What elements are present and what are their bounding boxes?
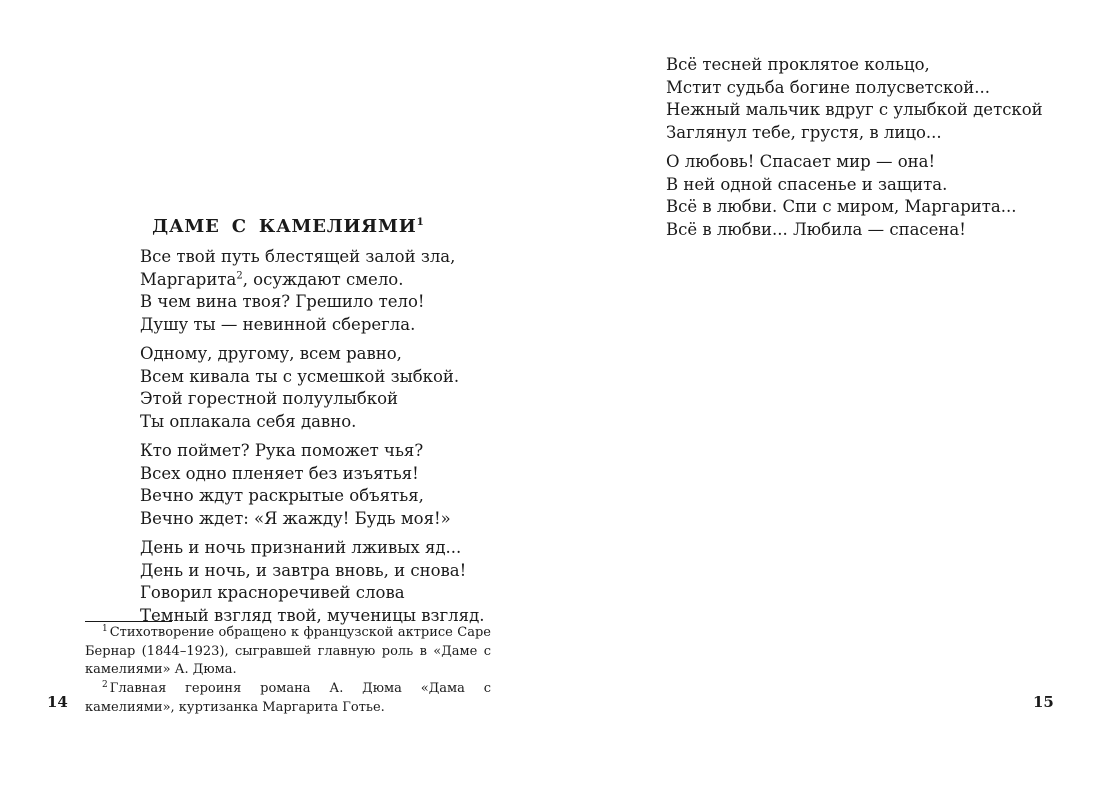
footnote-ref: 2 xyxy=(102,679,108,690)
poem-line: Душу ты — невинной сберегла. xyxy=(140,314,416,334)
stanza xyxy=(140,246,484,336)
poem-line xyxy=(140,269,484,292)
poem-title-text: ДАМЕ С КАМЕЛИЯМИ xyxy=(152,216,417,238)
poem-line: Этой горестной полуулыбкой xyxy=(140,389,398,408)
footnote-text: Стихотворение обращено к французской актрисе Саре Бернар (1844–1923), сыгравшей главную роль в «Даме с камелиями» А. Дюма. xyxy=(85,625,491,678)
poem-line: Всё в любви... Любила — спасена! xyxy=(666,219,966,239)
footnotes-block xyxy=(85,624,491,718)
poem-line: В ней одной спасенье и защита. xyxy=(666,174,948,194)
poem-line: День и ночь, и завтра вновь, и снова! xyxy=(140,560,467,580)
stanza xyxy=(666,54,1043,144)
poem-line: Ты оплакала себя давно. xyxy=(140,411,357,431)
poem-line: Говорил красноречивей слова xyxy=(140,583,405,602)
footnote-text: Главная героиня романа А. Дюма «Дама с камелиями», куртизанка Маргарита Готье. xyxy=(85,681,491,715)
poem-line: Нежный мальчик вдруг с улыбкой детской xyxy=(666,100,1043,119)
poem-line: Вечно ждет: «Я жажду! Будь моя!» xyxy=(140,508,451,528)
page-number-left: 14 xyxy=(47,693,68,711)
page-number-right: 15 xyxy=(1033,693,1054,711)
stanza xyxy=(666,151,1043,241)
poem-line: Мстит судьба богине полусветской... xyxy=(666,77,991,97)
poem-line-text: , осуждают смело. xyxy=(242,269,404,289)
stanza xyxy=(140,343,484,433)
footnote xyxy=(85,624,491,680)
poem-line: День и ночь признаний лживых яд... xyxy=(140,538,462,557)
poem-title xyxy=(85,216,491,237)
poem-line: Вечно ждут раскрытые объятья, xyxy=(140,486,424,505)
footnote-ref: 1 xyxy=(102,623,108,634)
poem-line: В чем вина твоя? Грешило тело! xyxy=(140,292,425,311)
poem-line: Все твой путь блестящей залой зла, xyxy=(140,247,456,266)
poem-line-text: Маргарита xyxy=(140,269,237,289)
poem-line: Всё тесней проклятое кольцо, xyxy=(666,55,930,74)
poem-left-column xyxy=(140,246,484,634)
poem-line: О любовь! Спасает мир — она! xyxy=(666,152,936,171)
poem-line: Одному, другому, всем равно, xyxy=(140,344,402,363)
poem-line: Кто поймет? Рука поможет чья? xyxy=(140,441,424,460)
poem-line: Всем кивала ты с усмешкой зыбкой. xyxy=(140,366,460,386)
poem-line: Всех одно пленяет без изъятья! xyxy=(140,463,419,483)
poem-line: Темный взгляд твой, мученицы взгляд. xyxy=(140,605,485,625)
stanza xyxy=(140,537,484,627)
poem-line: Всё в любви. Спи с миром, Маргарита... xyxy=(666,197,1017,216)
footnote-divider xyxy=(85,621,172,622)
footnote-ref-marker: 2 xyxy=(236,270,243,281)
footnote xyxy=(85,680,491,717)
poem-line: Заглянул тебе, грустя, в лицо... xyxy=(666,122,942,142)
poem-right-column xyxy=(666,54,1043,248)
stanza xyxy=(140,440,484,530)
title-footnote-ref: 1 xyxy=(416,216,424,229)
